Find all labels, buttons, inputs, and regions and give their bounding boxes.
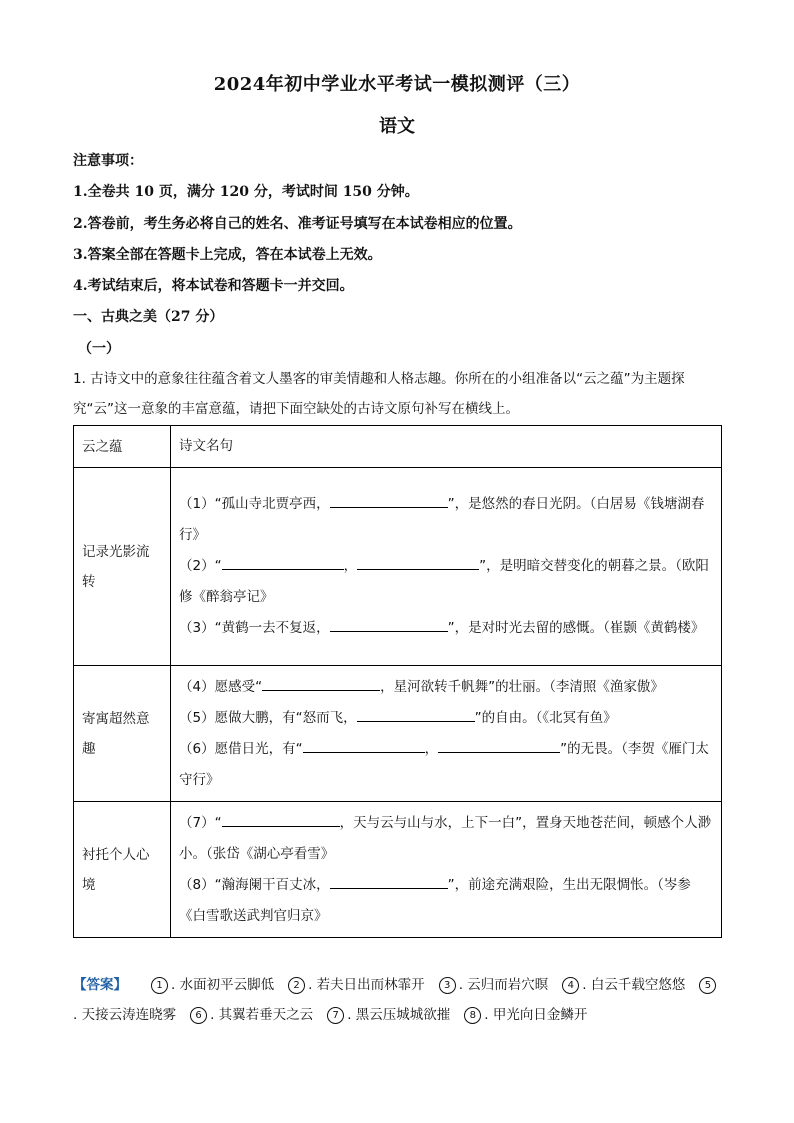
poem-line <box>179 551 713 613</box>
row-lines <box>171 468 722 666</box>
poem-line <box>179 734 713 796</box>
exam-title: 2024年初中学业水平考试一模拟测评（三） <box>213 74 581 95</box>
answer-number: 5 <box>699 977 716 994</box>
answer-number: 6 <box>190 1007 207 1024</box>
answer-blank[interactable] <box>330 617 448 632</box>
poem-line-text: （8）“瀚海阑干百丈冰， <box>179 876 330 893</box>
poem-line-text: ”，是悠然的春日光阴。（白居易《钱塘湖春行》 <box>179 496 705 543</box>
answer-number: 1 <box>151 977 168 994</box>
section-heading: 一、古典之美（27 分） <box>73 309 224 325</box>
notes-heading: 注意事项： <box>73 153 143 169</box>
table-row <box>74 666 722 802</box>
note-item-1: 1.全卷共 10 页，满分 120 分，考试时间 150 分钟。 <box>73 184 419 200</box>
poem-line <box>179 808 713 870</box>
note-item-3: 3.答案全部在答题卡上完成，答在本试卷上无效。 <box>73 247 382 263</box>
poem-line <box>179 703 713 734</box>
answer-number: 8 <box>464 1007 481 1024</box>
poem-line-text: ， <box>424 740 439 757</box>
poem-table <box>73 425 722 938</box>
poem-line-text: ”，是对时光去留的感慨。（崔颢《黄鹤楼》 <box>447 620 705 636</box>
poem-line <box>179 613 713 644</box>
poem-line <box>179 489 713 551</box>
poem-line <box>179 870 713 932</box>
answer-number: 3 <box>439 977 456 994</box>
exam-subject: 语文 <box>379 116 415 137</box>
poem-line-text: （3）“黄鹤一去不复返， <box>179 620 330 636</box>
answer-blank[interactable] <box>222 555 344 570</box>
question-prompt <box>73 364 723 424</box>
row-lines <box>171 666 722 802</box>
poem-line-text: （6）愿借日光，有“ <box>179 740 303 757</box>
answer-blank[interactable] <box>330 493 448 508</box>
answer-blank[interactable] <box>357 555 479 570</box>
answer-text: . 若夫日出而林霏开 <box>308 977 425 993</box>
row-lines <box>171 802 722 938</box>
poem-line-text: （2）“ <box>179 558 222 574</box>
poem-line-text: ”的无畏。（李贺《雁门太守行》 <box>179 740 709 788</box>
row-category: 衬托个人心境 <box>74 802 171 938</box>
question-line-2: 究“云”这一意象的丰富意蕴，请把下面空缺处的古诗文原句补写在横线上。 <box>73 401 519 417</box>
poem-line-text: ，天与云与山与水，上下一白”，置身天地苍茫间，顿感个人渺小。（张岱《湖心亭看雪》 <box>179 814 712 862</box>
answer-text: . 水面初平云脚低 <box>171 977 275 993</box>
answer-blank[interactable] <box>438 738 560 753</box>
poem-line-text: （5）愿做大鹏，有“怒而飞， <box>179 709 357 726</box>
table-row <box>74 468 722 666</box>
table-header-category: 云之蕴 <box>74 426 171 468</box>
row-category: 记录光影流转 <box>74 468 171 666</box>
answer-text: . 天接云涛连晓雾 <box>73 1007 177 1023</box>
answer-blank[interactable] <box>330 874 448 889</box>
answer-blank[interactable] <box>357 707 475 722</box>
poem-line-text: （1）“孤山寺北贾亭西， <box>179 496 330 512</box>
poem-line <box>179 672 713 703</box>
answer-text: . 其翼若垂天之云 <box>210 1007 314 1023</box>
poem-line-text: ， <box>343 558 358 574</box>
question-line-1: 1. 古诗文中的意象往往蕴含着文人墨客的审美情趣和人格志趣。你所在的小组准备以“云之蕴”为主题探 <box>73 371 685 387</box>
poem-line-text: ，星河欲转千帆舞”的壮丽。（李清照《渔家傲》 <box>380 678 664 695</box>
answer-text: . 云归而岩穴暝 <box>458 977 549 993</box>
row-category: 寄寓超然意趣 <box>74 666 171 802</box>
answer-blank[interactable] <box>222 812 340 827</box>
poem-line-text: （7）“ <box>179 814 222 831</box>
answer-label: 【答案】 <box>73 977 127 993</box>
answer-blank[interactable] <box>303 738 425 753</box>
table-header-lines: 诗文名句 <box>171 426 722 468</box>
note-item-2: 2.答卷前，考生务必将自己的姓名、准考证号填写在本试卷相应的位置。 <box>73 216 522 232</box>
answer-list <box>73 977 719 1023</box>
answer-number: 7 <box>327 1007 344 1024</box>
answer-text: . 黑云压城城欲摧 <box>347 1007 451 1023</box>
answer-number: 4 <box>562 977 579 994</box>
poem-line-text: ”，前途充满艰险，生出无限惆怅。（岑参《白雪歌送武判官归京》 <box>179 876 691 924</box>
poem-line-text: （4）愿感受“ <box>179 678 263 695</box>
poem-line-text: ”，是明暗交替变化的朝暮之景。（欧阳修《醉翁亭记》 <box>179 558 709 605</box>
poem-line-text: ”的自由。（《北冥有鱼》 <box>474 709 617 726</box>
section-part: （一） <box>78 341 120 357</box>
answer-text: . 甲光向日金鳞开 <box>484 1007 588 1023</box>
answer-number: 2 <box>288 977 305 994</box>
answer-block <box>73 970 723 1030</box>
answer-blank[interactable] <box>262 676 380 691</box>
table-row <box>74 802 722 938</box>
note-item-4: 4.考试结束后，将本试卷和答题卡一并交回。 <box>73 278 354 294</box>
answer-text: . 白云千载空悠悠 <box>582 977 686 993</box>
